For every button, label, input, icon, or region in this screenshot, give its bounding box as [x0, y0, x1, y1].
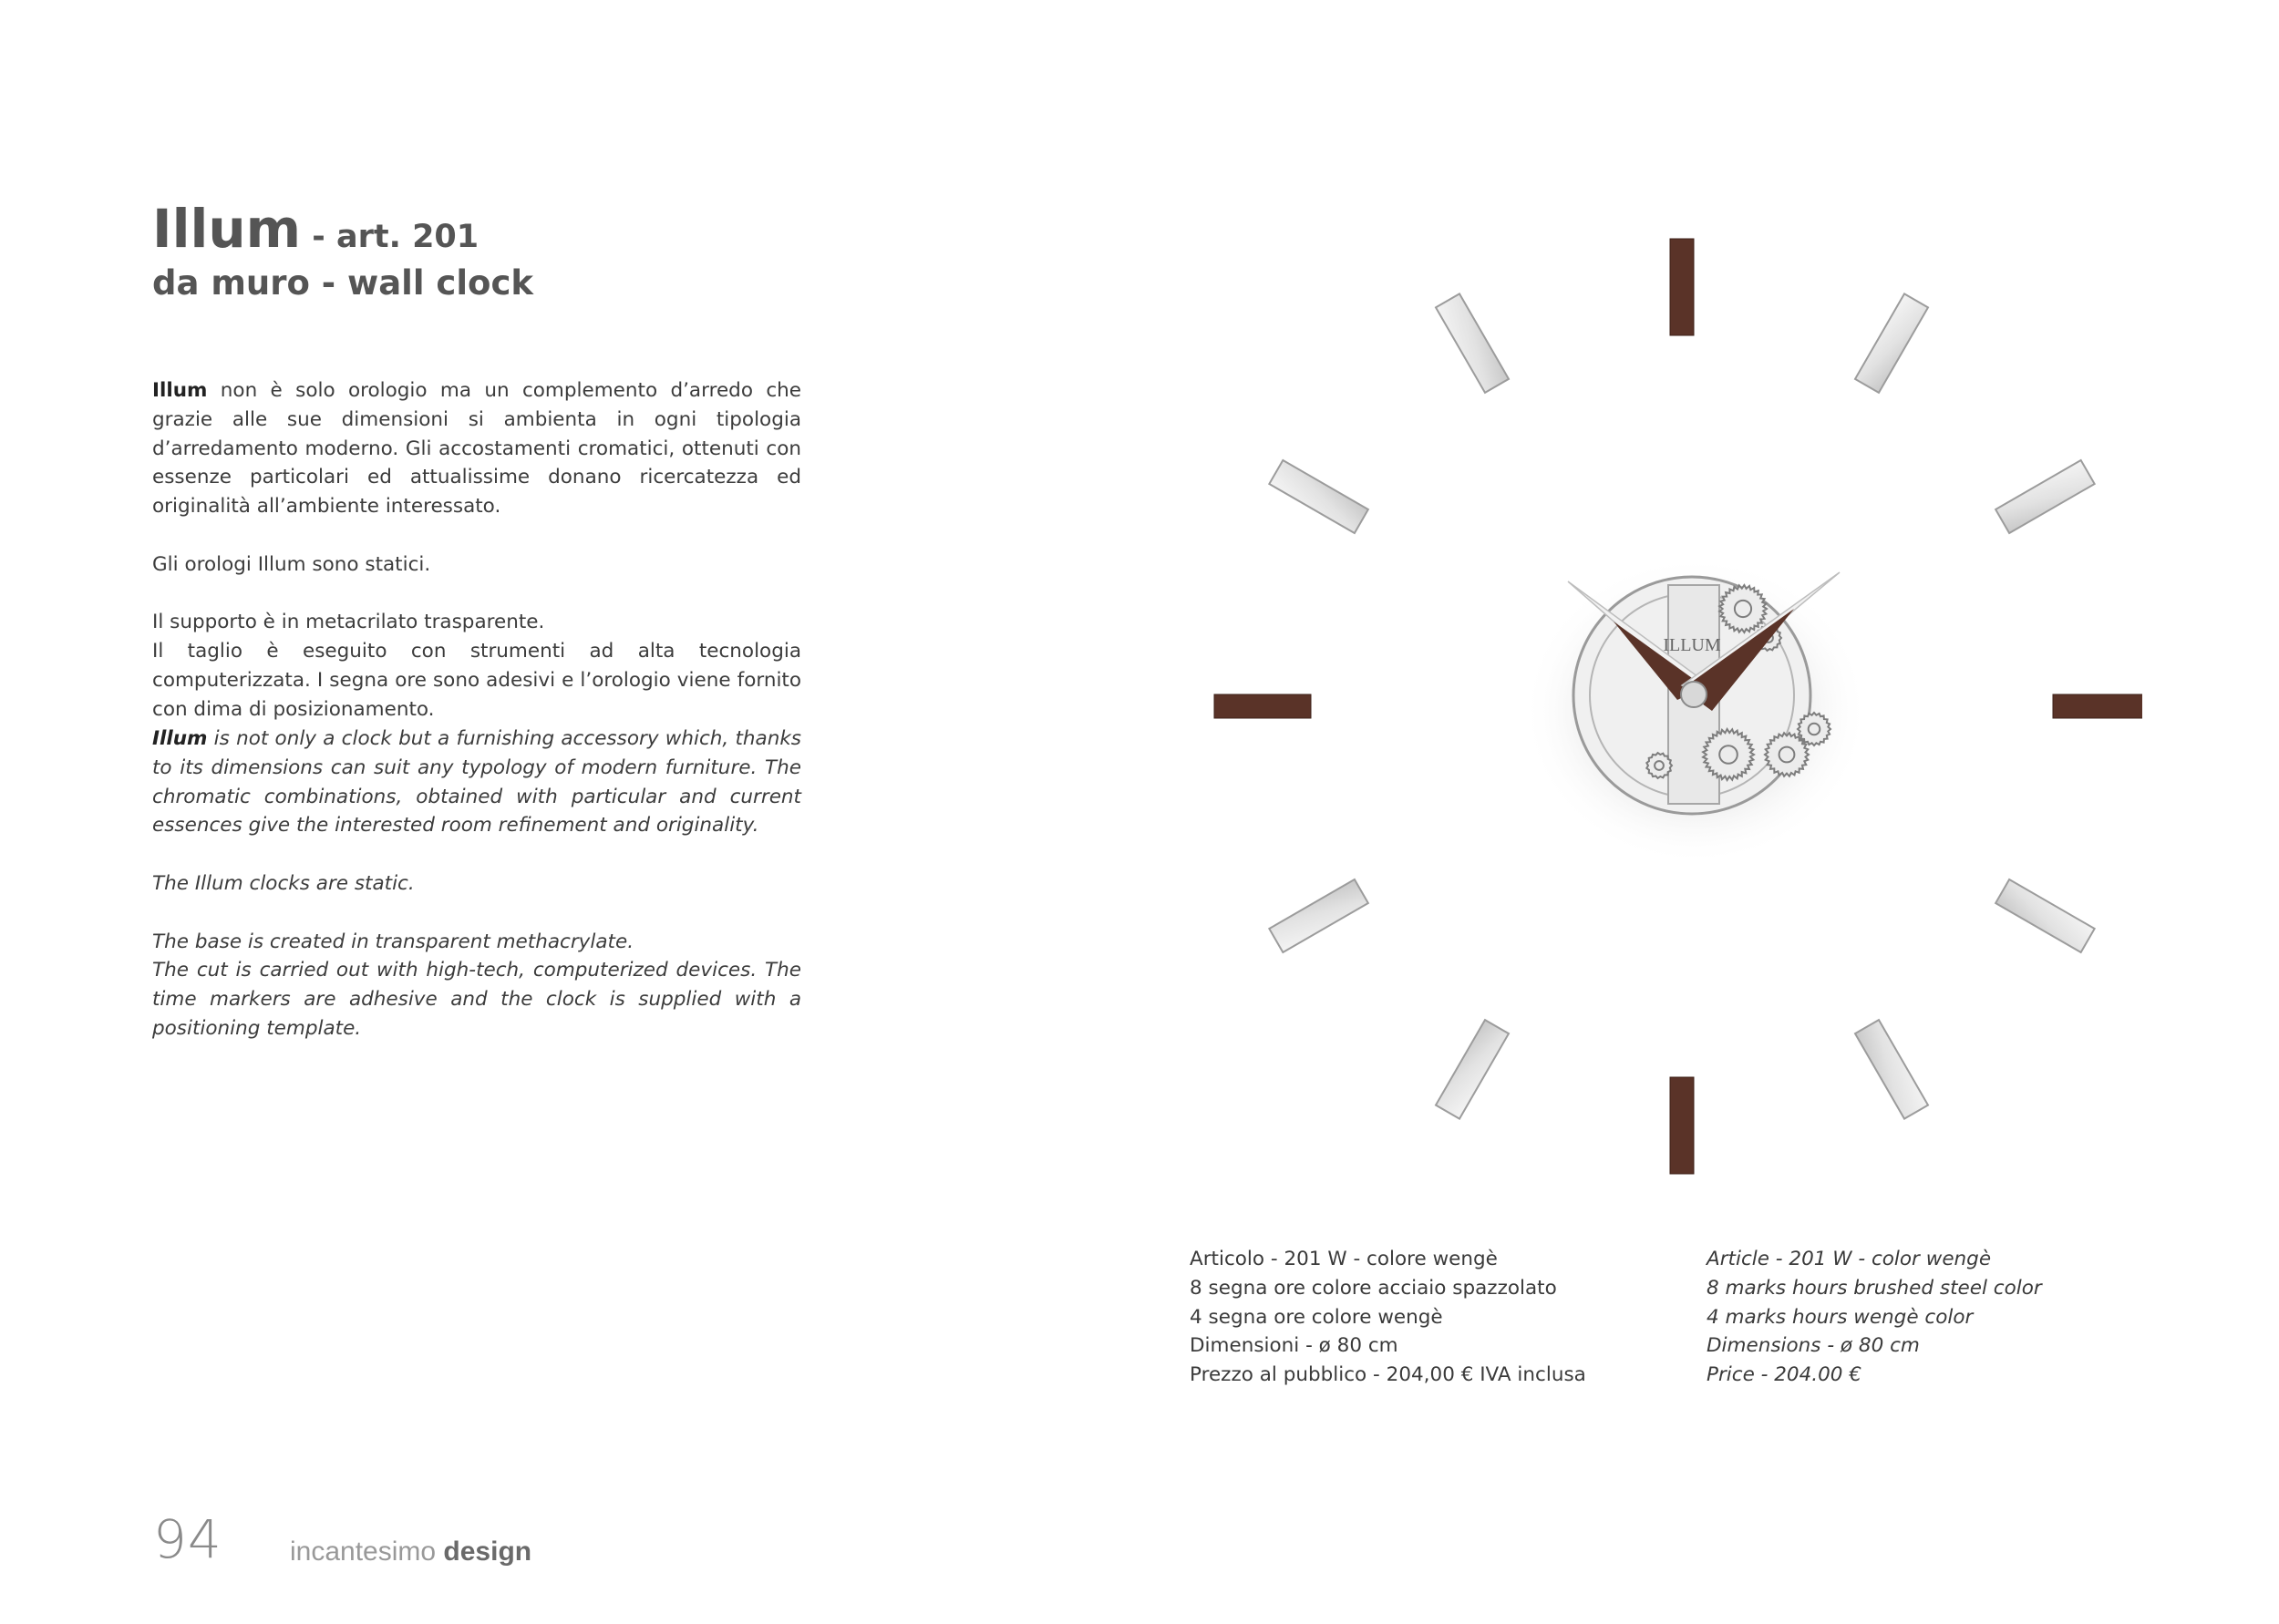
desc-en-paragraph-1: Illum is not only a clock but a furnishing accessory which, thanks to its dimensions can suit any typology of modern furniture. The chromatic combinations, obtained with particular and current essences give the interested room refinement and originality.	[152, 727, 801, 838]
desc-it-paragraph-1: Illum non è solo orologio ma un complemento d’arredo che grazie alle sue dimensioni si ambienta in ogni tipologia d’arredamento moderno. Gli accostamenti cromatici, ottenuti con essenze particolari ed attualissime donano ricercatezza ed originalità all’ambiente interessato.	[152, 379, 801, 519]
brand-footer: incantesimo design	[290, 1537, 532, 1567]
spec-it-line: 4 segna ore colore wengè	[1190, 1305, 1443, 1329]
page-number: 94	[153, 1508, 222, 1570]
hour-marker-wood	[1670, 1077, 1694, 1174]
hour-marker-wood	[1214, 694, 1311, 718]
hour-marker-wood	[2053, 694, 2142, 718]
desc-it-lead: Illum	[152, 379, 208, 402]
article-number: - art. 201	[301, 219, 480, 255]
desc-en-paragraph-4: The cut is carried out with high-tech, computerized devices. The time markers are adhesive and the clock is supplied with a positioning template.	[152, 959, 801, 1040]
hour-marker-steel	[1269, 879, 1368, 952]
desc-en-lead: Illum	[152, 727, 208, 750]
desc-it-paragraph-2: Gli orologi Illum sono statici.	[152, 552, 431, 576]
hour-marker-steel	[1855, 293, 1928, 393]
hour-marker-steel	[1436, 293, 1509, 393]
spec-it-line: Articolo - 201 W - colore wengè	[1190, 1248, 1498, 1270]
desc-en-paragraph-3: The base is created in transparent methacrylate.	[152, 930, 634, 953]
product-subtitle: da muro - wall clock	[152, 263, 533, 303]
hour-marker-wood	[1670, 239, 1694, 335]
desc-it-paragraph-3: Il supporto è in metacrilato trasparente.	[152, 611, 545, 634]
description-english	[152, 725, 801, 1043]
dial-logo-text: ILLUM	[1663, 635, 1721, 655]
hour-marker-steel	[1995, 460, 2095, 533]
spec-en-line: Article - 201 W - color wengè	[1707, 1248, 1992, 1270]
spec-it-line: Dimensioni - ø 80 cm	[1190, 1334, 1398, 1358]
specs-english	[1707, 1245, 2042, 1390]
product-title	[152, 198, 480, 260]
spec-en-line: Dimensions - ø 80 cm	[1707, 1334, 1920, 1358]
desc-it-paragraph-4: Il taglio è eseguito con strumenti ad alta tecnologia computerizzata. I segna ore sono adesivi e l’orologio viene fornito con dima di posizionamento.	[152, 640, 801, 721]
description-italian	[152, 376, 801, 725]
hour-marker-steel	[1269, 460, 1368, 533]
spec-en-line: 4 marks hours wengè color	[1707, 1305, 1974, 1329]
spec-en-line: 8 marks hours brushed steel color	[1707, 1276, 2042, 1300]
clock-center-cap	[1681, 682, 1707, 707]
hour-marker-steel	[1995, 879, 2095, 952]
spec-en-line: Price - 204.00 €	[1707, 1363, 1861, 1387]
desc-en-paragraph-2: The Illum clocks are static.	[152, 871, 415, 895]
spec-it-line: Prezzo al pubblico - 204,00 € IVA inclusa	[1190, 1363, 1586, 1387]
wall-clock-image	[1185, 182, 2142, 1212]
product-name: Illum	[152, 198, 302, 260]
specs-italian	[1190, 1245, 1586, 1390]
spec-it-line: 8 segna ore colore acciaio spazzolato	[1190, 1276, 1557, 1300]
hour-marker-steel	[1436, 1020, 1509, 1119]
hour-marker-steel	[1855, 1020, 1928, 1119]
